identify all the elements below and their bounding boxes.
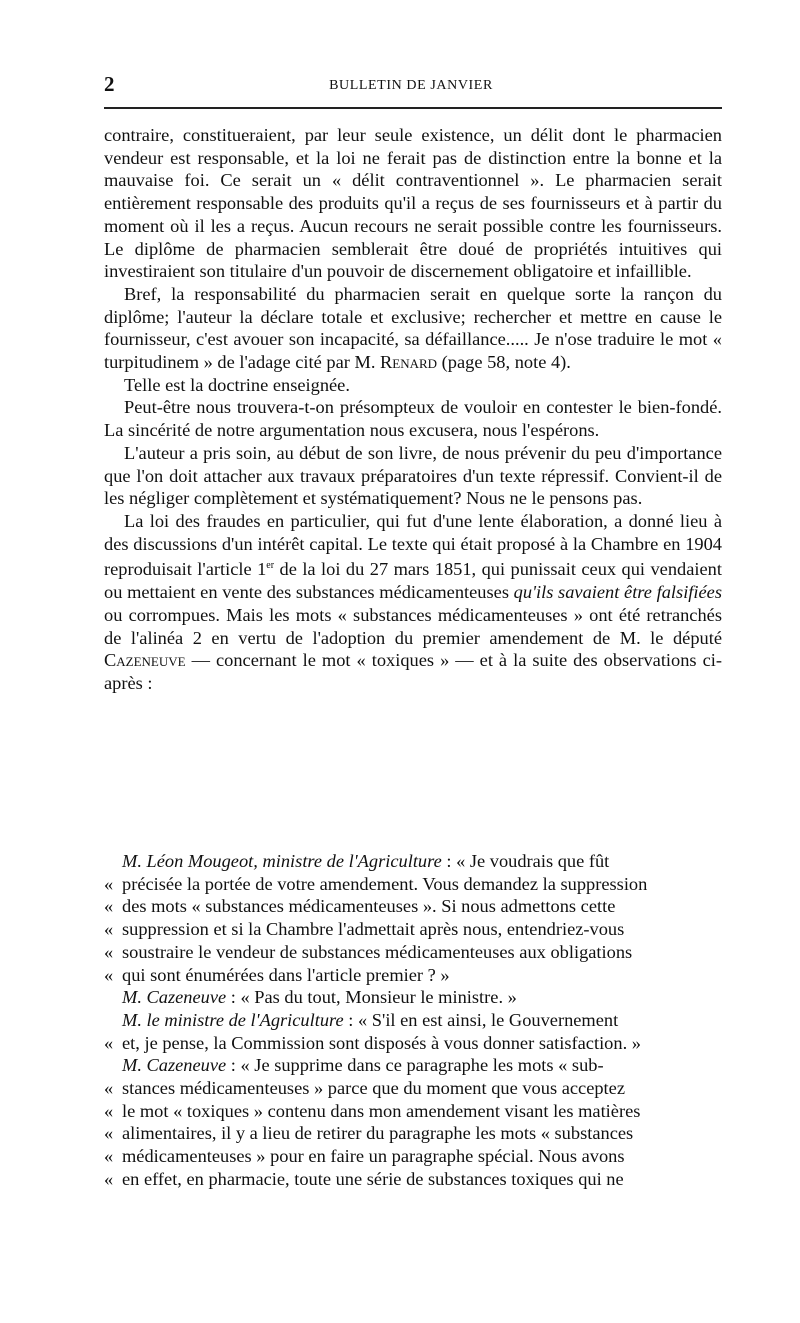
page-number: 2 bbox=[104, 72, 115, 96]
speech-1-line: « précisée la portée de votre amendement. Vous demandez la suppression bbox=[104, 873, 722, 896]
header-rule bbox=[104, 107, 722, 109]
speaker-mougeot: M. Léon Mougeot, ministre de l'Agriculture bbox=[122, 851, 442, 871]
speech-4-first-line bbox=[104, 1054, 722, 1077]
paragraph-6-part-d: — concernant le mot « toxiques » — et à la suite des observations ci-après : bbox=[104, 650, 722, 693]
speaker-minister: M. le ministre de l'Agriculture bbox=[122, 1009, 344, 1030]
speech-4-line: « alimentaires, il y a lieu de retirer du paragraphe les mots « substances bbox=[104, 1122, 722, 1145]
paragraph-6-part-c: ou corrompues. Mais les mots « substances médicamenteuses » ont été retranchés de l'alinéa 2 en vertu de l'adoption du premier amendement de M. le député bbox=[104, 604, 722, 648]
speaker-cazeneuve: M. Cazeneuve bbox=[122, 1055, 227, 1076]
speech-2-text: : « Pas du tout, Monsieur le ministre. » bbox=[226, 987, 517, 1008]
speech-1-line: « soustraire le vendeur de substances médicamenteuses aux obligations bbox=[104, 941, 722, 964]
paragraph-6 bbox=[104, 510, 722, 695]
speech-4-line: « stances médicamenteuses » parce que du moment que vous acceptez bbox=[104, 1077, 722, 1100]
paragraph-4: Peut-être nous trouvera-t-on présompteux de vouloir en contester le bien-fondé. La sincérité de notre argumentation nous excusera, nous l'espérons. bbox=[104, 397, 722, 441]
paragraph-5: L'auteur a pris soin, au début de son livre, de nous prévenir du peu d'importance que l'on doit attacher aux travaux préparatoires d'un texte répressif. Convient-il de les négliger complètement et systématiquement? Nous ne le pensons pas. bbox=[104, 442, 722, 509]
speech-1-first-line bbox=[104, 850, 722, 873]
italic-phrase: qu'ils savaient être falsifiées bbox=[513, 582, 723, 603]
paragraph-2-end: (page 58, note 4). bbox=[437, 352, 571, 373]
paragraph-2 bbox=[104, 283, 722, 374]
page-header bbox=[100, 72, 722, 98]
speech-1-line: « des mots « substances médicamenteuses ». Si nous admettons cette bbox=[104, 895, 722, 918]
speech-1-line: « suppression et si la Chambre l'admettait après nous, entendriez-vous bbox=[104, 918, 722, 941]
speech-1-opening: : « Je voudrais que fût bbox=[441, 851, 610, 871]
speech-4-line: « le mot « toxiques » contenu dans mon amendement visant les matières bbox=[104, 1100, 722, 1123]
speech-3-opening: : « S'il en est ainsi, le Gouvernement bbox=[343, 1009, 619, 1030]
paragraph-6-part-b: de la loi du 27 mars 1851, qui punissait ceux qui vendaient ou mettaient en vente des substances médicamenteuses bbox=[104, 559, 722, 603]
paragraph-6-part-a: La loi des fraudes en particulier, qui fut d'une lente élaboration, a donné lieu à des discussions d'un intérêt capital. Le texte qui était proposé à la Chambre en 1904 reproduisait l'article 1 bbox=[104, 510, 722, 580]
speech-4-opening: : « Je supprime dans ce paragraphe les mots « sub- bbox=[226, 1055, 604, 1076]
speech-3-line: « et, je pense, la Commission sont disposés à vous donner satisfaction. » bbox=[104, 1032, 722, 1055]
parliamentary-quote bbox=[104, 850, 722, 1191]
paragraph-3: Telle est la doctrine enseignée. bbox=[124, 374, 350, 395]
running-title: BULLETIN DE JANVIER bbox=[329, 78, 493, 93]
speech-1-line: « qui sont énumérées dans l'article premier ? » bbox=[104, 964, 722, 987]
superscript-er: er bbox=[266, 560, 275, 572]
deputy-name-cazeneuve: Cazeneuve bbox=[104, 650, 186, 671]
speech-3-first-line bbox=[104, 1009, 722, 1032]
speech-4-line: « en effet, en pharmacie, toute une série de substances toxiques qui ne bbox=[104, 1168, 722, 1191]
body-text bbox=[104, 124, 722, 695]
speech-2 bbox=[104, 986, 722, 1009]
speech-4-line: « médicamenteuses » pour en faire un paragraphe spécial. Nous avons bbox=[104, 1145, 722, 1168]
speaker-cazeneuve: M. Cazeneuve bbox=[122, 987, 227, 1008]
paragraph-2-text: Bref, la responsabilité du pharmacien serait en quelque sorte la rançon du diplôme; l'auteur la déclare totale et exclusive; rechercher et mettre en cause le fournisseur, c'est avouer son incapacité, sa défaillance..... Je n'ose traduire le mot « turpitudinem » de l'adage cité par M. bbox=[104, 283, 722, 373]
paragraph-1: contraire, constitueraient, par leur seule existence, un délit dont le pharmacien vendeur est responsable, et la loi ne ferait pas de distinction entre la bonne et la mauvaise foi. Ce serait un « délit contraventionnel ». Le pharmacien serait entièrement responsable des produits qu'il a reçus de ses fournisseurs et à partir du moment où il les a reçus. Aucun recours ne serait possible contre les fournisseurs. Le diplôme de pharmacien semblerait être doué de propriétés intuitives qui investiraient son titulaire d'un pouvoir de discernement obligatoire et infaillible. bbox=[104, 125, 722, 282]
author-name-renard: Renard bbox=[380, 352, 438, 373]
